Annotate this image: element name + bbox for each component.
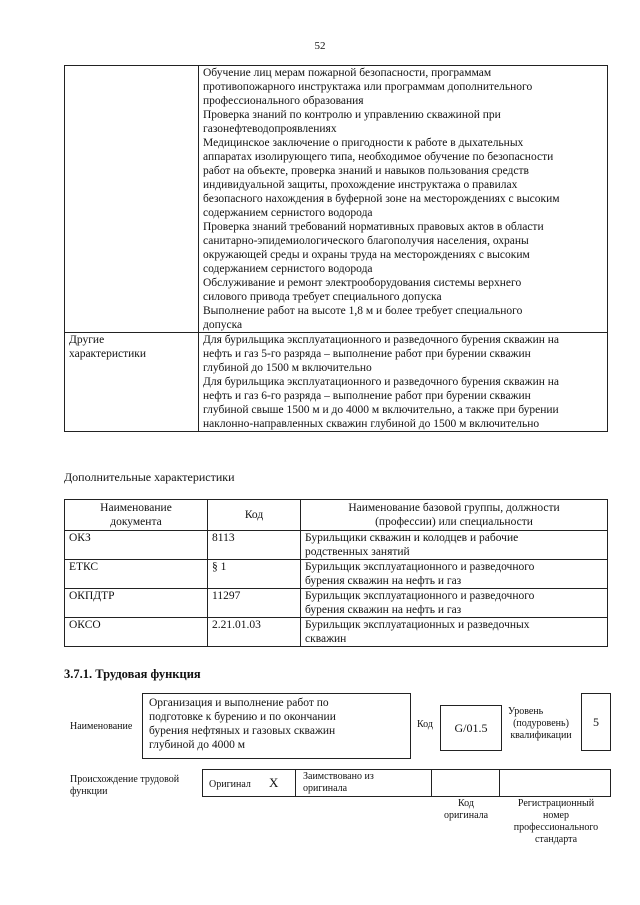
original-label: Оригинал	[209, 779, 251, 790]
table-row	[65, 560, 608, 589]
cell-line: Бурильщики скважин и колодцев и рабочие	[305, 532, 519, 544]
name-line: подготовке к бурению и по окончании	[149, 711, 336, 723]
qualification-level-label	[506, 706, 576, 742]
table-row	[65, 333, 608, 432]
cell-line: скважин	[305, 633, 347, 645]
text-line: санитарно-эпидемиологического благополучия населения, охраны	[203, 235, 529, 247]
divider	[295, 770, 296, 796]
borrowed-label	[303, 771, 374, 795]
level-label-line: квалификации	[510, 730, 572, 741]
table-row	[65, 618, 608, 647]
caption-line: профессионального	[513, 822, 599, 833]
label-line: Другие	[69, 334, 105, 346]
code-cell: 2.21.01.03	[208, 618, 301, 647]
divider	[431, 770, 432, 796]
requirements-cell	[199, 66, 608, 333]
text-line: Проверка знаний по контролю и управлению скважиной при	[203, 109, 501, 121]
header-line: (профессии) или специальности	[375, 516, 533, 528]
cell-line: Бурильщик эксплуатационных и разведочных	[305, 619, 530, 631]
additional-characteristics-title: Дополнительные характеристики	[64, 470, 235, 484]
origin-row-box	[202, 769, 611, 797]
cell-line: бурения скважин на нефть и газ	[305, 575, 462, 587]
text-line: содержанием сернистого водорода	[203, 263, 373, 275]
additional-characteristics-table	[64, 499, 608, 647]
header-row	[65, 500, 608, 531]
section-title: 3.7.1. Трудовая функция	[64, 667, 201, 681]
name-line: глубиной до 4000 м	[149, 739, 246, 751]
code-cell: 8113	[208, 531, 301, 560]
cell-line: Бурильщик эксплуатационного и разведочного	[305, 590, 535, 602]
caption-line: оригинала	[443, 810, 489, 821]
label-line: характеристики	[69, 348, 147, 360]
table-row	[65, 589, 608, 618]
text-line: Выполнение работ на высоте 1,8 м и более требует специального	[203, 305, 523, 317]
code-label: Код	[417, 719, 433, 730]
header-code: Код	[208, 500, 301, 531]
borrowed-line: оригинала	[303, 783, 348, 794]
text-line: Медицинское заключение о пригодности к работе в дыхательных	[203, 137, 524, 149]
header-line: Наименование базовой группы, должности	[348, 502, 560, 514]
text-line: силового привода требует специального допуска	[203, 291, 442, 303]
name-cell	[301, 531, 608, 560]
text-line: допуска	[203, 319, 243, 331]
text-line: газонефтеводопроявлениях	[203, 123, 337, 135]
origin-label-line: Происхождение трудовой	[70, 774, 180, 785]
caption-line: Регистрационный	[517, 798, 595, 809]
name-label: Наименование	[70, 721, 133, 732]
cell-line: Бурильщик эксплуатационного и разведочного	[305, 561, 535, 573]
header-name	[301, 500, 608, 531]
code-value-box: G/01.5	[440, 705, 502, 751]
borrowed-line: Заимствовано из	[303, 771, 374, 782]
text-line: Обучение лиц мерам пожарной безопасности, программам	[203, 67, 492, 79]
doc-cell: ОКПДТР	[65, 589, 208, 618]
text-line: работ на объекте, проверка знаний и навыков пользования средств	[203, 165, 529, 177]
text-line: наклонно-направленных скважин глубиной до 1500 м включительно	[203, 418, 540, 430]
doc-cell: ОКЗ	[65, 531, 208, 560]
doc-cell: ОКСО	[65, 618, 208, 647]
text-line: профессионального образования	[203, 95, 364, 107]
text-line: Для бурильщика эксплуатационного и разведочного бурения скважин на	[203, 376, 560, 388]
name-line: Организация и выполнение работ по	[149, 697, 329, 709]
text-line: аппаратах изолирующего типа, необходимое обучение по безопасности	[203, 151, 554, 163]
original-mark: X	[269, 775, 279, 790]
text-line: содержанием сернистого водорода	[203, 207, 373, 219]
code-original-caption	[434, 798, 498, 822]
function-name-box	[142, 693, 411, 759]
cell-line: бурения скважин на нефть и газ	[305, 604, 462, 616]
header-document	[65, 500, 208, 531]
code-cell: 11297	[208, 589, 301, 618]
text-line: глубиной свыше 1500 м и до 4000 м включительно, а также при бурении	[203, 404, 559, 416]
text-line: Для бурильщика эксплуатационного и разведочного бурения скважин на	[203, 334, 560, 346]
code-cell: § 1	[208, 560, 301, 589]
text-line: нефть и газ 5-го разряда – выполнение работ при бурении скважин	[203, 348, 531, 360]
other-characteristics-label	[65, 333, 199, 432]
text-line: безопасного нахождения в буферной зоне на месторождениях с высоким	[203, 193, 560, 205]
table-row	[65, 531, 608, 560]
empty-label-cell	[65, 66, 199, 333]
table-row	[65, 66, 608, 333]
requirements-table	[64, 65, 608, 432]
header-line: Наименование	[100, 502, 172, 514]
name-cell	[301, 618, 608, 647]
text-line: индивидуальной защиты, прохождение инструктажа о правилах	[203, 179, 518, 191]
registration-number-caption	[502, 798, 610, 846]
page-number: 52	[314, 40, 326, 52]
qualification-level-box: 5	[581, 693, 611, 751]
divider	[499, 770, 500, 796]
doc-cell: ЕТКС	[65, 560, 208, 589]
text-line: окружающей среды и охраны труда на месторождениях с высоким	[203, 249, 530, 261]
text-line: нефть и газ 6-го разряда – выполнение работ при бурении скважин	[203, 390, 531, 402]
other-characteristics-cell	[199, 333, 608, 432]
name-line: бурения нефтяных и газовых скважин	[149, 725, 336, 737]
header-line: документа	[110, 516, 162, 528]
name-cell	[301, 560, 608, 589]
origin-label-line: функции	[70, 786, 108, 797]
level-label-line: Уровень	[508, 706, 544, 717]
text-line: Проверка знаний требований нормативных правовых актов в области	[203, 221, 544, 233]
caption-line: стандарта	[534, 834, 578, 845]
name-cell	[301, 589, 608, 618]
text-line: Обслуживание и ремонт электрооборудования системы верхнего	[203, 277, 522, 289]
level-label-line: (подуровень)	[513, 718, 569, 729]
cell-line: родственных занятий	[305, 546, 410, 558]
text-line: противопожарного инструктажа или программам дополнительного	[203, 81, 533, 93]
caption-line: номер	[543, 810, 569, 821]
origin-label	[70, 774, 179, 798]
text-line: глубиной до 1500 м включительно	[203, 362, 372, 374]
caption-line: Код	[458, 798, 474, 809]
